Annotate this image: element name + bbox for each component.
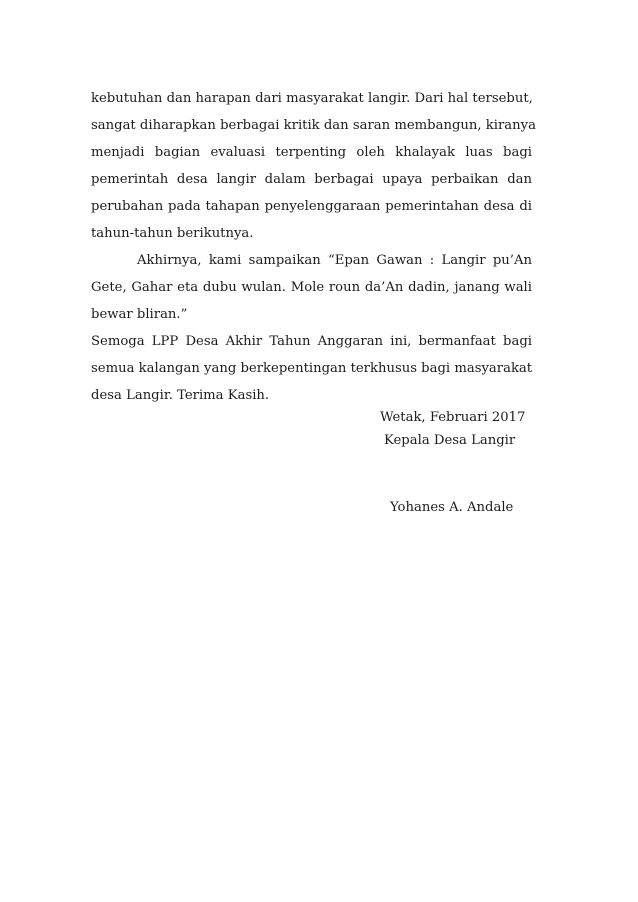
- text-line: kebutuhan dan harapan dari masyarakat langir. Dari hal tersebut,: [91, 91, 533, 106]
- signature-role: Kepala Desa Langir: [384, 433, 516, 448]
- text-line: Gete, Gahar eta dubu wulan. Mole roun da’An dadin, janang wali: [91, 280, 532, 295]
- text-line: Semoga LPP Desa Akhir Tahun Anggaran ini, bermanfaat bagi: [91, 334, 532, 349]
- text-line: perubahan pada tahapan penyelenggaraan pemerintahan desa di: [91, 199, 532, 214]
- text-line: menjadi bagian evaluasi terpenting oleh khalayak luas bagi: [91, 145, 532, 160]
- text-line: desa Langir. Terima Kasih.: [91, 388, 270, 403]
- body-text: [91, 85, 536, 409]
- text-line: Akhirnya, kami sampaikan “Epan Gawan : Langir pu’An: [137, 253, 532, 268]
- signature-name: Yohanes A. Andale: [390, 500, 514, 515]
- text-line: sangat diharapkan berbagai kritik dan saran membangun, kiranya: [91, 118, 536, 133]
- text-line: semua kalangan yang berkepentingan terkhusus bagi masyarakat: [91, 361, 533, 376]
- text-line: tahun-tahun berikutnya.: [91, 226, 254, 241]
- signature-place-date: Wetak, Februari 2017: [380, 410, 526, 425]
- text-line: bewar bliran.”: [91, 307, 188, 322]
- text-line: pemerintah desa langir dalam berbagai upaya perbaikan dan: [91, 172, 532, 187]
